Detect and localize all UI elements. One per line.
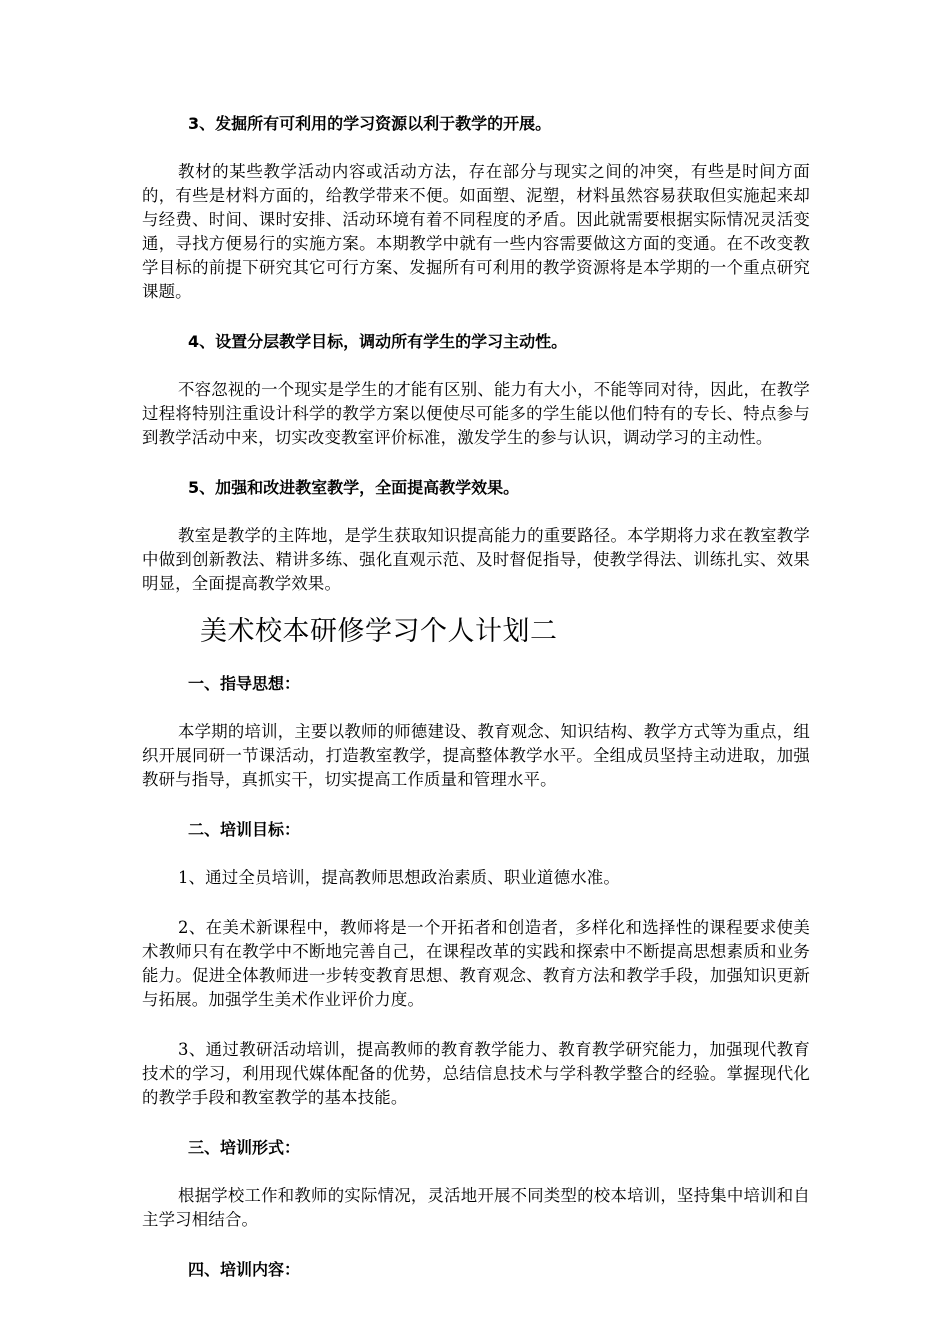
section-heading-5: 5、加强和改进教室教学，全面提高教学效果。 [188, 478, 520, 497]
section-heading-3: 3、发掘所有可利用的学习资源以利于教学的开展。 [188, 114, 552, 133]
section-heading-4: 4、设置分层教学目标，调动所有学生的学习主动性。 [188, 332, 568, 351]
content-heading: 四、培训内容： [188, 1260, 301, 1279]
paragraph-classroom-teaching: 教室是教学的主阵地，是学生获取知识提高能力的重要路径。本学期将力求在教室教学中做到创新教法、精讲多练、强化直观示范、及时督促指导，使教学得法、训练扎实、效果明显，全面提高教学效果。 [142, 526, 810, 593]
paragraph-resources: 教材的某些教学活动内容或活动方法，存在部分与现实之间的冲突，有些是时间方面的，有些是材料方面的，给教学带来不便。如面塑、泥塑，材料虽然容易获取但实施起来却与经费、时间、课时安排、活动环境有着不同程度的矛盾。因此就需要根据实际情况灵活变通，寻找方便易行的实施方案。本期教学中就有一些内容需要做这方面的变通。在不改变教学目标的前提下研究其它可行方案、发掘所有可利用的教学资源将是本学期的一个重点研究课题。 [142, 162, 810, 301]
form-heading: 三、培训形式： [188, 1138, 301, 1157]
paragraph-layered-goals: 不容忽视的一个现实是学生的才能有区别、能力有大小，不能等同对待，因此，在教学过程将特别注重设计科学的教学方案以便使尽可能多的学生能以他们特有的专长、特点参与到教学活动中来，切实改变教室评价标准，激发学生的参与认识，调动学习的主动性。 [142, 380, 810, 447]
guide-heading: 一、指导思想： [188, 674, 301, 693]
goal-heading: 二、培训目标： [188, 820, 301, 839]
guide-paragraph: 本学期的培训，主要以教师的师德建设、教育观念、知识结构、教学方式等为重点，组织开展同研一节课活动，打造教室教学，提高整体教学水平。全组成员坚持主动进取，加强教研与指导，真抓实干，切实提高工作质量和管理水平。 [142, 722, 810, 789]
plan-two-title: 美术校本研修学习个人计划二 [200, 616, 558, 647]
goal-item-2: 2、在美术新课程中，教师将是一个开拓者和创造者，多样化和选择性的课程要求使美术教师只有在教学中不断地完善自己，在课程改革的实践和探索中不断提高思想素质和业务能力。促进全体教师进一步转变教育思想、教育观念、教育方法和教学手段，加强知识更新与拓展。加强学生美术作业评价力度。 [142, 918, 810, 1009]
goal-item-3: 3、通过教研活动培训，提高教师的教育教学能力、教育教学研究能力，加强现代教育技术的学习，利用现代媒体配备的优势，总结信息技术与学科教学整合的经验。掌握现代化的教学手段和教室教学的基本技能。 [142, 1040, 810, 1107]
document-body [142, 112, 810, 1306]
form-paragraph: 根据学校工作和教师的实际情况，灵活地开展不同类型的校本培训，坚持集中培训和自主学习相结合。 [142, 1186, 810, 1229]
goal-item-1: 1、通过全员培训，提高教师思想政治素质、职业道德水准。 [178, 868, 620, 887]
